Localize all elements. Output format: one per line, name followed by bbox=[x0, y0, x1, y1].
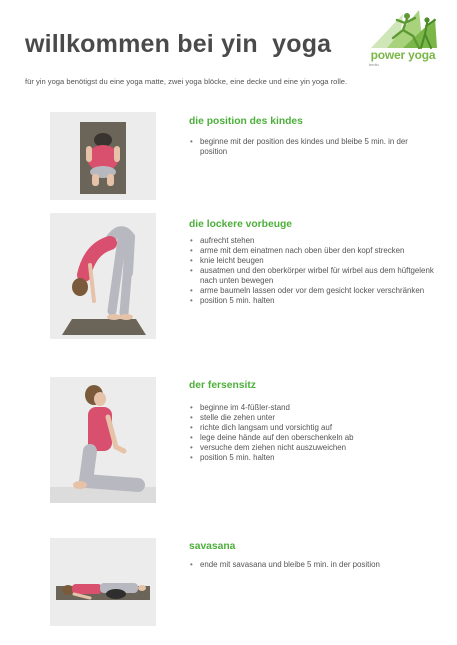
list-item: • aufrecht stehen bbox=[189, 236, 437, 246]
list-item: • stelle die zehen unter bbox=[189, 413, 429, 423]
power-yoga-logo bbox=[363, 8, 443, 68]
logo-tagline: berlin bbox=[369, 62, 379, 67]
list-item: • beginne im 4-füßler-stand bbox=[189, 403, 429, 413]
list-item: • position 5 min. halten bbox=[189, 453, 429, 463]
list-item: • beginne mit der position des kindes und bleibe 5 min. in der position bbox=[189, 137, 409, 157]
section-title-heel-seat: der fersensitz bbox=[189, 380, 256, 391]
childs-pose-photo bbox=[50, 112, 156, 200]
section-list-savasana bbox=[189, 560, 429, 570]
section-list-heel-seat bbox=[189, 403, 429, 463]
logo-text: power yoga bbox=[370, 48, 436, 62]
section-title-childs-pose: die position des kindes bbox=[189, 116, 303, 127]
heel-seat-photo bbox=[50, 377, 156, 503]
section-title-savasana: savasana bbox=[189, 541, 236, 552]
intro-text: für yin yoga benötigst du eine yoga matte, zwei yoga blöcke, eine decke und eine yin yoga rolle. bbox=[25, 77, 348, 86]
list-item: • lege deine hände auf den oberschenkeln ab bbox=[189, 433, 429, 443]
section-list-childs-pose bbox=[189, 137, 409, 157]
list-item: • knie leicht beugen bbox=[189, 256, 437, 266]
yoga-figures-logo-icon bbox=[363, 8, 443, 50]
list-item: • arme mit dem einatmen nach oben über den kopf strecken bbox=[189, 246, 437, 256]
list-item: • arme baumeln lassen oder vor dem gesicht locker verschränken bbox=[189, 286, 437, 296]
list-item: • versuche dem ziehen nicht auszuweichen bbox=[189, 443, 429, 453]
list-item: • ausatmen und den oberkörper wirbel für wirbel aus dem hüftgelenk nach unten bewegen bbox=[189, 266, 437, 286]
list-item: • richte dich langsam und vorsichtig auf bbox=[189, 423, 429, 433]
forward-fold-photo bbox=[50, 213, 156, 339]
list-item: • position 5 min. halten bbox=[189, 296, 437, 306]
section-title-forward-fold: die lockere vorbeuge bbox=[189, 219, 293, 230]
list-item: • ende mit savasana und bleibe 5 min. in der position bbox=[189, 560, 429, 570]
savasana-photo bbox=[50, 538, 156, 626]
page-title: willkommen bei yin yoga bbox=[25, 30, 332, 58]
section-list-forward-fold bbox=[189, 236, 437, 306]
